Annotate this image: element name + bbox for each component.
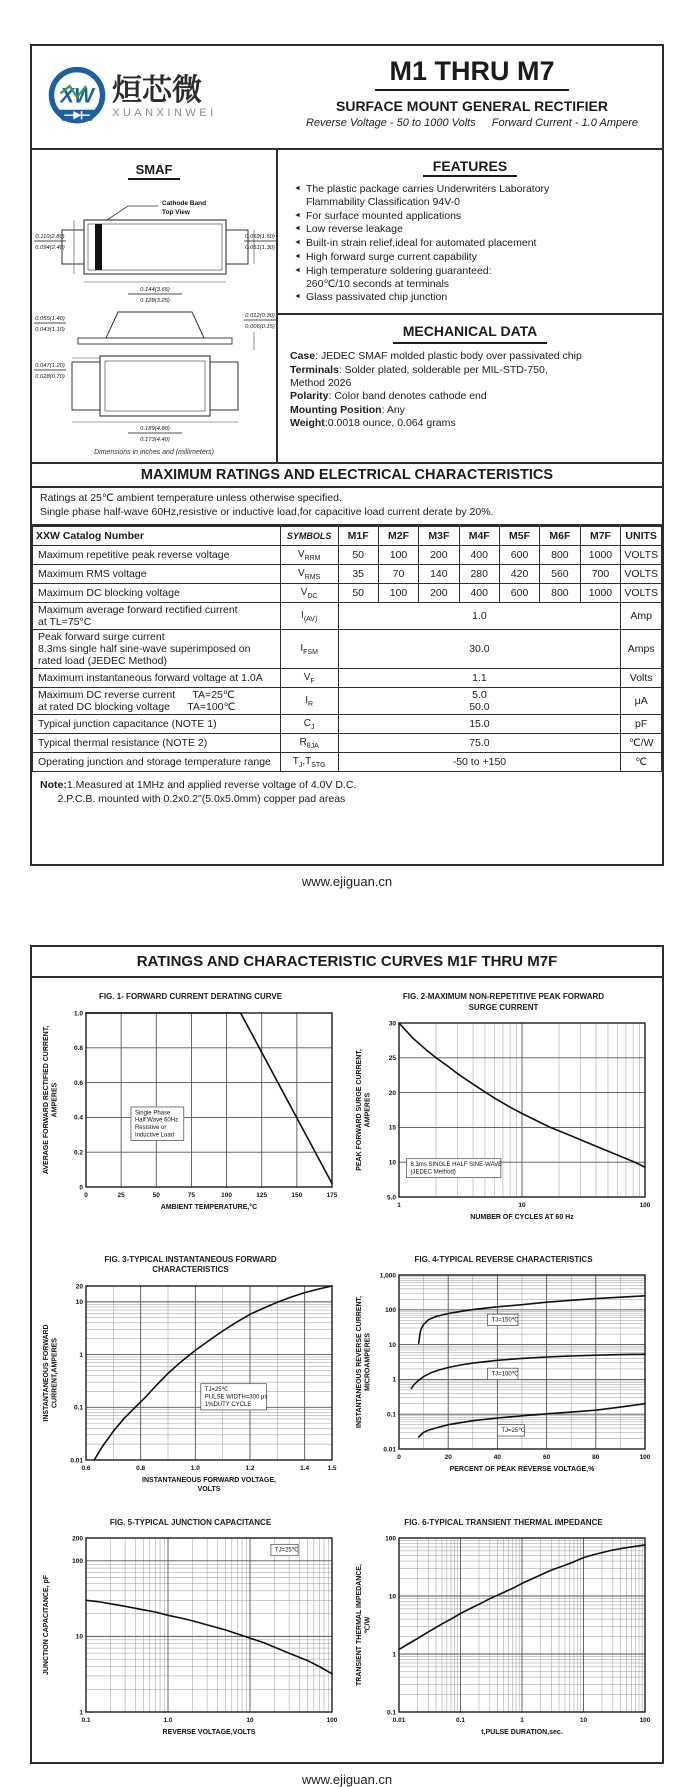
model-header: M7F [580,527,621,546]
characteristic-curves-grid [32,978,662,1762]
feature-bullet-icon: ◄ [294,293,301,301]
feature-item [288,291,652,304]
dim-height-top: 0.055(1.40) [35,316,65,322]
table-row [33,669,662,688]
mechanical-data-line: Mounting Position: Any [290,403,405,416]
spanned-value-cell: 15.0 [338,715,621,734]
feature-text: For surface mounted applications [305,209,462,222]
unit-cell: VOLTS [621,565,662,584]
dim-height-bottom: 0.043(1.10) [35,327,65,333]
top-view-label: Top View [162,209,190,216]
parameter-cell: Maximum repetitive peak reverse voltage [33,546,281,565]
svg-text:75: 75 [187,1191,195,1199]
feature-item [288,183,652,209]
series-TJ=100C [411,1355,645,1389]
spanned-value-cell: 75.0 [338,734,621,753]
parameter-cell: Maximum instantaneous forward voltage at 1.0A [33,669,281,688]
website-link[interactable]: www.ejiguan.cn [301,874,393,890]
svg-text:AMPERES: AMPERES [51,1082,58,1117]
table-row [33,753,662,772]
parameter-cell: Maximum RMS voltage [33,565,281,584]
unit-cell: Amps [621,630,662,669]
bottom-view-body [100,356,210,416]
symbol-cell: $I_{FSM}$ [280,630,338,669]
svg-text:VOLTS: VOLTS [197,1485,220,1493]
svg-text:40: 40 [493,1454,501,1462]
spanned-value-cell: 1.1 [338,669,621,688]
mechanical-data-line: Method 2026 [290,376,352,389]
value-cell: 280 [459,565,499,584]
svg-text:TJ=25℃: TJ=25℃ [204,1386,228,1393]
device-type-subtitle: SURFACE MOUNT GENERAL RECTIFIER [336,98,608,114]
value-cell: 600 [499,584,539,603]
svg-text:10: 10 [579,1717,587,1725]
feature-text: High forward surge current capability [305,250,477,263]
brand-name-en: XUANXINWEI [112,107,217,120]
units-header: UNITS [621,527,662,546]
mechanical-data-line: Case: JEDEC SMAF molded plastic body over passivated chip [290,350,582,363]
table-notes [32,772,662,864]
package-drawing-panel [32,150,278,462]
dim-body-length-bottom: 0.128(3.25) [140,298,170,304]
model-header: M5F [499,527,539,546]
parameter-cell: Peak forward surge current 8.3ms single half sine-wave superimposed on rated load (JEDEC Method) [33,630,281,669]
top-view-body [84,220,226,274]
dim-lead-width-bottom: 0.051(1.30) [245,245,275,251]
svg-text:1%DUTY CYCLE: 1%DUTY CYCLE [204,1401,251,1408]
spanned-value-cell: 1.0 [338,603,621,630]
unit-cell: μA [621,688,662,715]
datasheet-page-2 [30,945,664,1764]
logo-monogram: XW [60,84,94,108]
figure-title: FIG. 3-TYPICAL INSTANTANEOUS FORWARD CHARACTERISTICS [104,1255,277,1275]
svg-text:10: 10 [75,1633,83,1641]
svg-text:5.0: 5.0 [386,1194,396,1202]
feature-text: Built-in strain relief,ideal for automated placement [305,237,537,250]
svg-text:1.4: 1.4 [299,1464,309,1472]
ratings-condition-2: Single phase half-wave 60Hz,resistive or inductive load,for capacitive load current derate by 20%. [40,505,494,518]
brand-logo [32,46,282,148]
dim-standoff-top: 0.012(0.30) [245,313,275,319]
note-line-2: 2.P.C.B. mounted with 0.2x0.2"(5.0x5.0mm) copper pad areas [40,793,346,806]
value-cell: 50 [338,584,378,603]
svg-text:0.8: 0.8 [73,1044,83,1052]
svg-text:100: 100 [326,1717,337,1725]
svg-text:100: 100 [639,1717,650,1725]
value-cell: 400 [459,584,499,603]
figure-title: FIG. 4-TYPICAL REVERSE CHARACTERISTICS [414,1255,593,1265]
svg-text:PERCENT OF PEAK REVERSE VOLTAG: PERCENT OF PEAK REVERSE VOLTAGE,% [449,1466,594,1474]
svg-text:20: 20 [388,1089,396,1097]
dim-pad-bottom: 0.028(0.70) [35,374,65,380]
feature-text: High temperature soldering guaranteed: 260℃/10 seconds at terminals [305,264,492,290]
symbol-cell: $V_F$ [280,669,338,688]
value-cell: 1000 [580,546,621,565]
feature-bullet-icon: ◄ [294,266,301,274]
svg-text:100: 100 [384,1307,396,1315]
svg-text:10: 10 [75,1299,83,1307]
svg-text:1: 1 [391,1377,396,1385]
svg-text:AMPERES: AMPERES [364,1092,371,1128]
fig5-chart [40,1530,342,1752]
svg-text:25: 25 [388,1055,396,1063]
feature-item [288,237,652,250]
table-row [33,715,662,734]
spanned-value-cell: 30.0 [338,630,621,669]
website-link[interactable]: www.ejiguan.cn [301,1772,393,1787]
value-cell: 35 [338,565,378,584]
svg-text:60: 60 [542,1454,550,1462]
symbols-header: SYMBOLS [280,527,338,546]
mechanical-data-line: Terminals: Solder plated, solderable per MIL-STD-750, [290,363,548,376]
fig2-chart [353,1015,655,1237]
svg-text:INSTANTANEOUS FORWARD VOLTAGE,: INSTANTANEOUS FORWARD VOLTAGE, [141,1476,276,1484]
svg-text:Inductive Load: Inductive Load [134,1132,174,1139]
fig1-chart [40,1005,342,1227]
svg-text:0.6: 0.6 [73,1079,83,1087]
symbol-cell: $T_J,T_{STG}$ [280,753,338,772]
value-cell: 600 [499,546,539,565]
feature-bullet-icon: ◄ [294,185,301,192]
svg-text:25: 25 [117,1191,125,1199]
value-cell: 200 [419,546,459,565]
dim-standoff-bottom: 0.006(0.15) [245,324,275,330]
series-derating [86,1013,332,1184]
fig3-chart [40,1278,342,1500]
svg-text:10: 10 [517,1202,526,1210]
table-row [33,630,662,669]
unit-cell: Volts [621,669,662,688]
value-cell: 50 [338,546,378,565]
dim-body-width-bottom: 0.094(2.40) [35,245,65,251]
electrical-characteristics-table [32,526,662,772]
feature-bullet-icon: ◄ [294,211,301,219]
svg-text:8.3ms SINGLE HALF SINE-WAVE: 8.3ms SINGLE HALF SINE-WAVE [409,1162,502,1169]
svg-text:0.6: 0.6 [80,1464,91,1472]
feature-item [288,210,652,223]
svg-text:0.1: 0.1 [386,1411,396,1419]
svg-text:t,PULSE DURATION,sec.: t,PULSE DURATION,sec. [480,1729,563,1737]
svg-text:80: 80 [591,1454,599,1462]
svg-text:0.1: 0.1 [386,1709,396,1717]
cathode-band-mark [95,224,102,270]
svg-text:0.4: 0.4 [73,1114,83,1122]
svg-text:100: 100 [639,1454,650,1462]
svg-text:Half Wave 60Hz: Half Wave 60Hz [134,1117,178,1124]
value-cell: 200 [419,584,459,603]
table-row [33,584,662,603]
svg-text:(JEDEC Method): (JEDEC Method) [409,1169,456,1176]
mechanical-data-line: Polarity: Color band denotes cathode end [290,390,487,403]
feature-bullet-icon: ◄ [294,252,301,260]
value-cell: 100 [378,584,418,603]
symbol-cell: $C_J$ [280,715,338,734]
svg-text:CURRENT,AMPERES: CURRENT,AMPERES [51,1337,58,1408]
svg-text:30: 30 [388,1020,396,1028]
features-list [288,183,652,304]
svg-text:0.2: 0.2 [73,1149,83,1157]
svg-text:1: 1 [78,1709,83,1717]
svg-text:1.0: 1.0 [190,1464,200,1472]
svg-text:10: 10 [388,1159,396,1167]
parameter-cell: Maximum DC reverse current TA=25℃ at rated DC blocking voltage TA=100℃ [33,688,281,715]
package-name: SMAF [128,162,181,180]
symbol-cell: $V_{DC}$ [280,584,338,603]
figure-6-transient-thermal-impedance [347,1518,660,1752]
svg-text:NUMBER OF CYCLES AT 60 Hz: NUMBER OF CYCLES AT 60 Hz [469,1214,574,1222]
svg-text:150: 150 [290,1191,302,1199]
svg-text:1.5: 1.5 [326,1464,337,1472]
svg-text:MICROAMPERES: MICROAMPERES [364,1333,371,1392]
svg-text:0.1: 0.1 [455,1717,465,1725]
spanned-value-cell: -50 to +150 [338,753,621,772]
svg-text:10: 10 [388,1593,396,1601]
table-row [33,734,662,753]
model-header: M1F [338,527,378,546]
value-cell: 100 [378,546,418,565]
dimension-caption: Dimensions in inches and (millimeters) [94,449,214,456]
svg-text:1.0: 1.0 [162,1717,173,1725]
spanned-value-cell: 5.0 50.0 [338,688,621,715]
feature-item [288,265,652,291]
table-row [33,603,662,630]
svg-text:Single Phase: Single Phase [134,1109,170,1116]
value-cell: 1000 [580,584,621,603]
max-ratings-heading: MAXIMUM RATINGS AND ELECTRICAL CHARACTERISTICS [32,464,662,488]
value-cell: 700 [580,565,621,584]
dim-total-length-bottom: 0.173(4.40) [140,437,170,442]
ratings-conditions [32,488,662,526]
logo-names [112,75,217,120]
symbol-cell: $V_{RMS}$ [280,565,338,584]
bottom-view-left-pad [72,362,100,410]
parameter-cell: Typical thermal resistance (NOTE 2) [33,734,281,753]
svg-text:1: 1 [519,1717,524,1725]
parameter-cell: Typical junction capacitance (NOTE 1) [33,715,281,734]
svg-text:1,000: 1,000 [379,1272,396,1280]
series-vf [94,1286,332,1460]
svg-text:0.1: 0.1 [80,1717,91,1725]
fig4-chart [353,1267,655,1489]
model-header: M3F [419,527,459,546]
svg-text:1: 1 [391,1651,396,1659]
dim-body-length-top: 0.144(3.65) [140,287,170,293]
dim-pad-top: 0.047(1.20) [35,363,65,369]
forward-current-rating: Forward Current - 1.0 Ampere [491,117,639,129]
svg-text:0.01: 0.01 [69,1457,83,1465]
svg-text:100: 100 [71,1558,83,1566]
svg-text:1: 1 [396,1202,401,1210]
svg-text:TRANSIENT THERMAL IMPEDANCE,: TRANSIENT THERMAL IMPEDANCE, [355,1564,363,1687]
feature-bullet-icon: ◄ [294,225,301,233]
unit-cell: ℃/W [621,734,662,753]
svg-text:AVERAGE FORWARD RECTIFIED CURR: AVERAGE FORWARD RECTIFIED CURRENT, [42,1025,50,1174]
svg-text:100: 100 [639,1202,650,1210]
svg-text:0: 0 [78,1183,83,1191]
parameter-cell: Maximum average forward rectified current at TL=75°C [33,603,281,630]
svg-text:0.8: 0.8 [135,1464,145,1472]
header [32,46,662,150]
feature-bullet-icon: ◄ [294,239,301,247]
logo-icon [46,66,108,128]
top-view-left-lead [62,230,84,264]
svg-text:JUNCTION CAPACITANCE, pF: JUNCTION CAPACITANCE, pF [42,1575,50,1676]
svg-text:TJ=25℃: TJ=25℃ [274,1547,299,1554]
catalog-number-header: XXW Catalog Number [33,527,281,546]
svg-text:REVERSE VOLTAGE,VOLTS: REVERSE VOLTAGE,VOLTS [162,1729,255,1737]
svg-text:10: 10 [388,1342,396,1350]
unit-cell: pF [621,715,662,734]
svg-text:0.1: 0.1 [73,1404,83,1412]
side-view-body [106,312,204,338]
unit-cell: VOLTS [621,546,662,565]
figure-title: FIG. 2-MAXIMUM NON-REPETITIVE PEAK FORWARD SURGE CURRENT [402,992,605,1012]
parameter-cell: Maximum DC blocking voltage [33,584,281,603]
svg-text:0: 0 [396,1454,401,1462]
fig6-chart [353,1530,655,1752]
series-TJ=150C [418,1296,644,1343]
figure-5-junction-capacitance [34,1518,347,1752]
svg-text:20: 20 [444,1454,452,1462]
svg-text:20: 20 [75,1283,83,1291]
feature-item [288,251,652,264]
figure-4-reverse-characteristics [347,1255,660,1500]
brand-name-cn: 烜芯微 [112,73,202,107]
svg-text:10: 10 [245,1717,254,1725]
svg-text:1: 1 [78,1351,83,1359]
svg-text:0: 0 [83,1191,88,1199]
table-row [33,546,662,565]
side-view-base [78,338,232,344]
value-cell: 140 [419,565,459,584]
symbol-cell: $V_{RRM}$ [280,546,338,565]
note-prefix: Note: [40,779,67,792]
features-heading: FEATURES [423,158,517,177]
model-header: M2F [378,527,418,546]
figure-title: FIG. 1- FORWARD CURRENT DERATING CURVE [98,992,283,1002]
feature-text: Glass passivated chip junction [305,291,448,304]
svg-text:125: 125 [255,1191,267,1199]
dim-total-length-top: 0.189(4.80) [140,426,170,432]
table-row [33,688,662,715]
svg-text:0.01: 0.01 [382,1446,396,1454]
figure-title: FIG. 5-TYPICAL JUNCTION CAPACITANCE [109,1517,272,1527]
part-number-title: M1 THRU M7 [375,56,568,91]
value-cell: 800 [540,546,580,565]
feature-item [288,223,652,236]
svg-text:1.2: 1.2 [244,1464,255,1472]
svg-text:15: 15 [388,1124,396,1132]
figure-title: FIG. 6-TYPICAL TRANSIENT THERMAL IMPEDANCE [404,1517,603,1527]
bottom-view-right-pad [210,362,238,410]
symbol-cell: $R_{\theta JA}$ [280,734,338,753]
svg-text:50: 50 [152,1191,160,1199]
feature-text: The plastic package carries Underwriters Laboratory Flammability Classification 94V-0 [305,183,550,208]
reverse-voltage-range: Reverse Voltage - 50 to 1000 Volts [305,117,476,129]
svg-text:100: 100 [220,1191,232,1199]
model-header: M6F [540,527,580,546]
package-outline-drawing [32,180,278,442]
unit-cell: Amp [621,603,662,630]
unit-cell: ℃ [621,753,662,772]
value-cell: 70 [378,565,418,584]
model-header: M4F [459,527,499,546]
svg-text:℃/W: ℃/W [364,1617,371,1634]
svg-text:175: 175 [326,1191,337,1199]
svg-text:Resistive or: Resistive or [134,1124,166,1131]
figure-2-peak-forward-surge-current [347,992,660,1237]
symbol-cell: $I_R$ [280,688,338,715]
svg-text:100: 100 [384,1535,396,1543]
svg-text:PEAK FORWARD SURGE CURRENT,: PEAK FORWARD SURGE CURRENT, [355,1049,363,1171]
ratings-condition-1: Ratings at 25℃ ambient temperature unless otherwise specified. [40,492,342,504]
svg-text:TJ=100℃: TJ=100℃ [491,1371,518,1378]
figure-1-forward-current-derating [34,992,347,1237]
svg-text:PULSE WIDTH=300 μs: PULSE WIDTH=300 μs [204,1394,267,1401]
svg-text:1.0: 1.0 [73,1009,83,1017]
features-mechanical-panel [278,150,662,462]
mechanical-data-list [290,350,650,431]
mechanical-data-section [278,315,662,439]
mechanical-data-heading: MECHANICAL DATA [393,323,548,344]
features-section [278,150,662,315]
symbol-cell: $I_{(AV)}$ [280,603,338,630]
svg-text:TJ=150℃: TJ=150℃ [491,1317,518,1324]
value-cell: 800 [540,584,580,603]
svg-text:0.01: 0.01 [392,1717,405,1725]
dim-lead-width-top: 0.059(1.50) [245,234,275,240]
title-block [282,46,662,148]
dim-body-width-top: 0.110(2.80) [35,234,65,240]
svg-text:INSTANTANEOUS REVERSE CURRENT,: INSTANTANEOUS REVERSE CURRENT, [355,1296,363,1429]
note-line-1: 1.Measured at 1MHz and applied reverse voltage of 4.0V D.C. [66,779,357,792]
parameter-cell: Operating junction and storage temperature range [33,753,281,772]
curves-page-heading: RATINGS AND CHARACTERISTIC CURVES M1F THRU M7F [32,947,662,978]
unit-cell: VOLTS [621,584,662,603]
mechanical-data-line: Weight:0.0018 ounce, 0.064 grams [290,417,456,430]
table-row [33,565,662,584]
value-cell: 420 [499,565,539,584]
feature-text: Low reverse leakage [305,223,403,236]
svg-text:AMBIENT TEMPERATURE,°C: AMBIENT TEMPERATURE,°C [160,1203,257,1211]
datasheet-page-1 [30,44,664,866]
ratings-tagline [282,117,662,129]
svg-text:TJ=25℃: TJ=25℃ [500,1428,525,1435]
svg-text:200: 200 [71,1535,83,1543]
value-cell: 400 [459,546,499,565]
figure-3-instantaneous-forward-characteristics [34,1255,347,1500]
series-TJ=25C [418,1404,644,1437]
cathode-band-label: Cathode Band [162,200,207,207]
series-cj [86,1601,332,1675]
svg-text:INSTANTANEOUS FORWARD: INSTANTANEOUS FORWARD [42,1324,50,1422]
value-cell: 560 [540,565,580,584]
